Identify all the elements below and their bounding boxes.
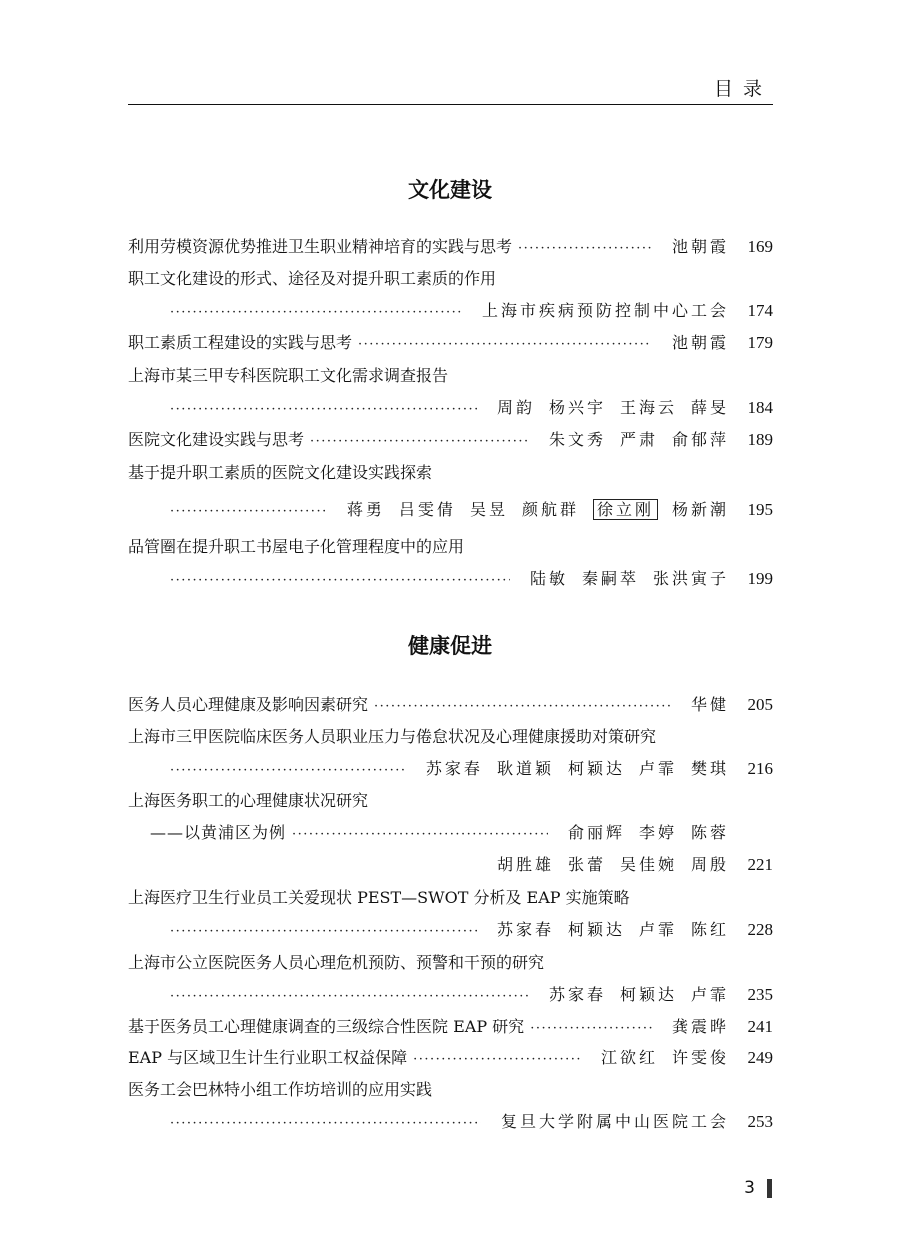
toc-entry[interactable] — [128, 460, 773, 490]
entry-page: 216 — [747, 759, 773, 778]
toc-entry[interactable] — [128, 950, 773, 980]
toc-entry[interactable] — [128, 330, 773, 360]
leader-dots — [374, 699, 671, 714]
entry-page: 195 — [747, 500, 773, 519]
entry-page: 189 — [747, 430, 773, 449]
entry-page: 228 — [747, 920, 773, 939]
toc-entry-continuation — [128, 982, 773, 1012]
entry-page: 179 — [747, 333, 773, 352]
entry-page: 253 — [747, 1112, 773, 1131]
toc-entry[interactable] — [128, 266, 773, 296]
leader-dots — [292, 827, 548, 842]
leader-dots — [134, 763, 406, 778]
toc-entry-continuation — [128, 917, 773, 947]
toc-entry[interactable] — [128, 234, 773, 264]
entry-authors: 上海市疾病预防控制中心工会 — [481, 301, 729, 320]
toc-entry[interactable] — [128, 534, 773, 564]
entry-title: 上海市三甲医院临床医务人员职业压力与倦怠状况及心理健康援助对策研究 — [128, 727, 657, 746]
entry-title: 基于医务员工心理健康调查的三级综合性医院 EAP 研究 — [128, 1017, 525, 1036]
leader-dots — [134, 989, 529, 1004]
toc-entry-continuation — [128, 1109, 773, 1139]
entry-authors: 池朝霞 — [671, 237, 729, 256]
entry-title: 基于提升职工素质的医院文化建设实践探索 — [128, 463, 433, 482]
leader-dots — [518, 241, 652, 256]
toc-entry[interactable] — [128, 1077, 773, 1107]
entry-title: 上海市公立医院医务人员心理危机预防、预警和干预的研究 — [128, 953, 545, 972]
entry-authors: 苏家春 柯颖达 卢霏 陈红 — [496, 920, 729, 939]
entry-authors: 龚震晔 — [671, 1017, 729, 1036]
leader-dots — [134, 402, 477, 417]
entry-authors: 陆敏 秦嗣萃 张洪寅子 — [529, 569, 729, 588]
toc-entry-continuation — [128, 298, 773, 328]
leader-dots — [310, 434, 529, 449]
toc-entry-continuation — [128, 852, 773, 882]
toc-entry-continuation — [128, 820, 773, 850]
entry-title: 医院文化建设实践与思考 — [128, 430, 305, 449]
entry-title: 上海市某三甲专科医院职工文化需求调查报告 — [128, 366, 449, 385]
running-header: 目录 — [713, 78, 772, 100]
entry-authors: 池朝霞 — [671, 333, 729, 352]
entry-page: 184 — [747, 398, 773, 417]
toc-entry[interactable] — [128, 1045, 773, 1075]
entry-page: 205 — [747, 695, 773, 714]
entry-authors: 苏家春 耿道颖 柯颖达 卢霏 樊琪 — [425, 759, 729, 778]
toc-entry-continuation — [128, 395, 773, 425]
leader-dots — [134, 305, 462, 320]
leader-dots — [134, 573, 510, 588]
entry-page: 174 — [747, 301, 773, 320]
entry-page: 249 — [747, 1048, 773, 1067]
toc-entry-continuation — [128, 497, 773, 527]
page-footer — [744, 1178, 772, 1198]
entry-title: 医务人员心理健康及影响因素研究 — [128, 695, 369, 714]
leader-dots — [134, 924, 477, 939]
leader-dots — [134, 504, 327, 519]
footer-bar — [767, 1179, 772, 1198]
boxed-author: 徐立刚 — [593, 499, 658, 520]
toc-entry-continuation — [128, 756, 773, 786]
entry-authors: 胡胜雄 张蕾 吴佳婉 周殷 — [496, 855, 729, 874]
leader-dots — [134, 1116, 481, 1131]
toc-entry[interactable] — [128, 885, 773, 915]
entry-page: 241 — [747, 1017, 773, 1036]
toc-entry[interactable] — [128, 692, 773, 722]
entry-title: 品管圈在提升职工书屋电子化管理程度中的应用 — [128, 537, 465, 556]
header-rule — [128, 104, 773, 105]
toc-entry[interactable] — [128, 427, 773, 457]
entry-page: 235 — [747, 985, 773, 1004]
entry-authors: 江欲红 许雯俊 — [600, 1048, 729, 1067]
toc-entry-continuation — [128, 566, 773, 596]
leader-dots — [358, 337, 652, 352]
entry-title: 利用劳模资源优势推进卫生职业精神培育的实践与思考 — [128, 237, 513, 256]
entry-authors: 复旦大学附属中山医院工会 — [500, 1112, 729, 1131]
entry-title: 上海医务职工的心理健康状况研究 — [128, 791, 369, 810]
leader-dots — [530, 1021, 652, 1036]
leader-dots — [413, 1052, 581, 1067]
toc-entry[interactable] — [128, 1014, 773, 1044]
section-title-culture: 文化建设 — [408, 178, 492, 202]
entry-title: 职工文化建设的形式、途径及对提升职工素质的作用 — [128, 269, 497, 288]
toc-entry[interactable] — [128, 363, 773, 393]
entry-title: EAP 与区域卫生计生行业职工权益保障 — [128, 1048, 408, 1067]
entry-title: 医务工会巴林特小组工作坊培训的应用实践 — [128, 1080, 433, 1099]
entry-subtitle: ——以黄浦区为例 — [150, 823, 287, 842]
entry-authors: 周韵 杨兴宇 王海云 薛旻 — [496, 398, 729, 417]
entry-authors: 朱文秀 严肃 俞郁萍 — [548, 430, 729, 449]
entry-authors: 蒋勇 吕雯倩 吴昱 颜航群 徐立刚 杨新潮 — [346, 500, 729, 519]
section-title-health: 健康促进 — [408, 634, 492, 658]
entry-page: 169 — [747, 237, 773, 256]
page-number: 3 — [744, 1178, 755, 1198]
entry-page: 199 — [747, 569, 773, 588]
entry-authors: 华健 — [690, 695, 729, 714]
entry-page: 221 — [747, 855, 773, 874]
toc-entry[interactable] — [128, 724, 773, 754]
toc-entry[interactable] — [128, 788, 773, 818]
entry-title: 上海医疗卫生行业员工关爱现状 PEST—SWOT 分析及 EAP 实施策略 — [128, 888, 630, 907]
entry-title: 职工素质工程建设的实践与思考 — [128, 333, 353, 352]
entry-authors: 俞丽辉 李婷 陈蓉 — [567, 823, 729, 842]
entry-authors: 苏家春 柯颖达 卢霏 — [548, 985, 729, 1004]
